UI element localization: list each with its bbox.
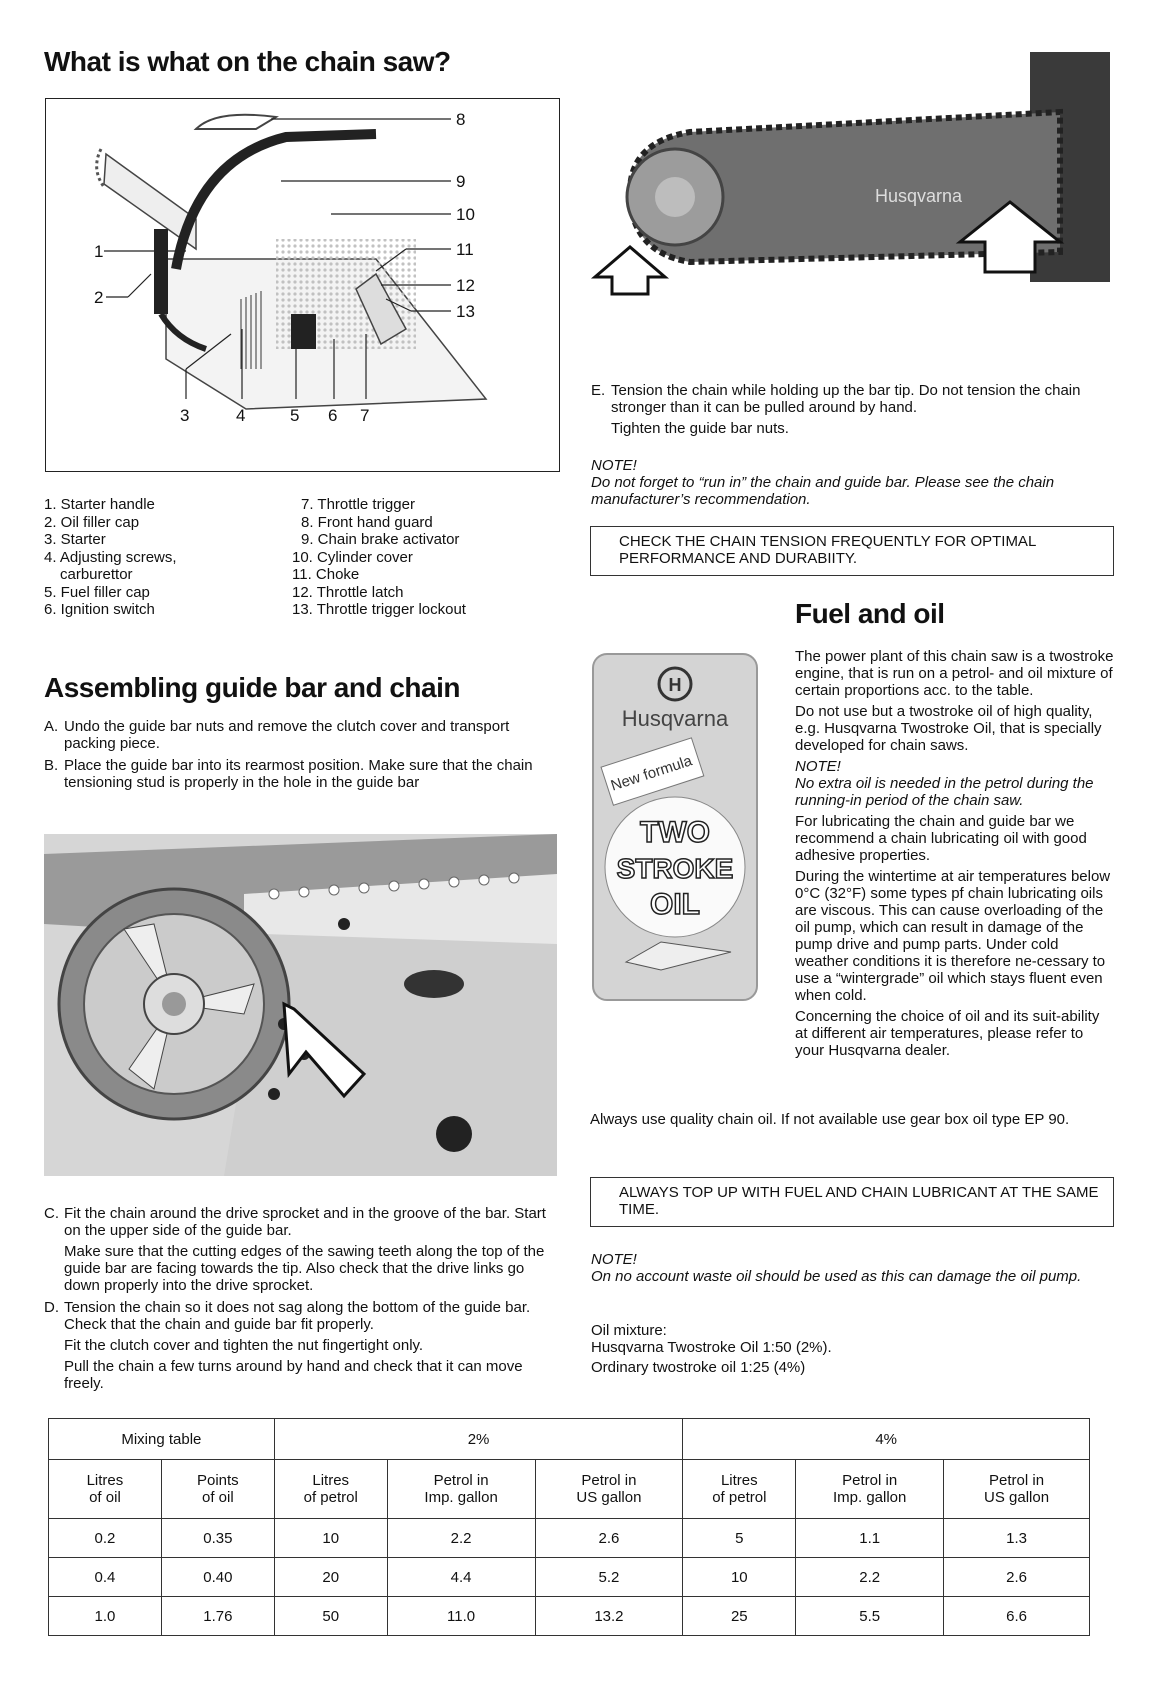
quality-chain-oil: Always use quality chain oil. If not available use gear box oil type EP 90. — [590, 1111, 1070, 1128]
table-group-2pct: 2% — [274, 1419, 683, 1460]
table-row: 0.2 0.35 10 2.2 2.6 5 1.1 1.3 — [49, 1519, 1090, 1558]
mixing-table — [48, 1418, 1090, 1636]
part-item: 9. Chain brake activator — [301, 531, 460, 548]
part-item: 4. Adjusting screws, — [44, 548, 177, 566]
note-label: NOTE! — [795, 758, 841, 775]
oil-bottle-image — [591, 652, 759, 1002]
guide-bar-illustration — [590, 52, 1110, 322]
step-d: D. Tension the chain so it does not sag along the bottom of the guide bar. Check that the chain and guide bar fit properly. Fit the clutch cover and tighten the nut fingertight only. Pull the chain a few turns around by hand and check that it can move freely. — [44, 1299, 531, 1392]
fuel-paragraph: During the wintertime at air temperatures below 0°C (32°F) some types pf chain lubricating oils are viscous. This can cause overloading of the oil pump, which can result in damage of the pump drive and pump parts. Under cold weather conditions it is therefore ne-cessary to use a “wintergrade” oil which stays fluent even when cold. — [795, 868, 1111, 1004]
figure-number-11: 11 — [456, 240, 474, 259]
figure-number-7: 7 — [360, 406, 370, 425]
part-item: 11. Choke — [292, 566, 360, 583]
guide-bar-brand: Husqvarna — [875, 186, 963, 206]
table-row: 1.0 1.76 50 11.0 13.2 25 5.5 6.6 — [49, 1597, 1090, 1636]
step-b: B. Place the guide bar into its rearmost position. Make sure that the chain tensioning stud is properly in the hole in the guide bar — [44, 757, 533, 791]
steps-ab — [44, 718, 542, 796]
fuel-paragraph: For lubricating the chain and guide bar we recommend a chain lubricating oil with good adhesive properties. — [795, 813, 1087, 864]
oil-bottle-illustration — [591, 652, 759, 1002]
step-e: E. Tension the chain while holding up the bar tip. Do not tension the chain stronger than it can be pulled around by hand. Tighten the guide bar nuts. — [591, 382, 1081, 437]
step-c: C. Fit the chain around the drive sprocket and in the groove of the bar. Start on the upper side of the guide bar. Make sure that the cutting edges of the sawing teeth along the top of the guide bar are facing towards the tip. Also check that the drive links go down properly into the drive sprocket. — [44, 1205, 546, 1294]
column-header: Points of oil — [161, 1460, 274, 1519]
part-item: 7. Throttle trigger — [301, 496, 415, 513]
figure-number-9: 9 — [456, 172, 466, 191]
figure-number-10: 10 — [456, 205, 475, 224]
figure-number-3: 3 — [180, 406, 190, 425]
column-header: Petrol in Imp. gallon — [796, 1460, 944, 1519]
bottle-text-oil: OIL — [650, 888, 700, 921]
section-title-assembling: Assembling guide bar and chain — [44, 672, 460, 703]
warning-box-top-up: ALWAYS TOP UP WITH FUEL AND CHAIN LUBRICANT AT THE SAME TIME. — [590, 1177, 1114, 1227]
note-text: Do not forget to “run in” the chain and guide bar. Please see the chain manufacturer’s recommendation. — [591, 474, 1055, 508]
fuel-paragraph: The power plant of this chain saw is a twostroke engine, that is run on a petrol- and oil mixture of certain proportions acc. to the table. — [795, 648, 1114, 699]
sprocket-illustration — [44, 834, 557, 1176]
page-title: What is what on the chain saw? — [44, 46, 451, 77]
step-e-block — [591, 382, 1111, 442]
table-title: Mixing table — [49, 1419, 275, 1460]
table-header-row — [49, 1460, 1090, 1519]
note-text: No extra oil is needed in the petrol during the running-in period of the chain saw. — [795, 775, 1094, 809]
bottle-logo-letter: H — [668, 675, 682, 695]
parts-list-left — [44, 496, 177, 619]
column-header: Litres of petrol — [683, 1460, 796, 1519]
oil-mixture-line: Husqvarna Twostroke Oil 1:50 (2%). — [591, 1339, 832, 1356]
guide-bar-photo — [590, 52, 1110, 322]
bottle-text-stroke: STROKE — [616, 853, 734, 884]
note-text: On no account waste oil should be used as this can damage the oil pump. — [591, 1268, 1082, 1285]
column-header: Petrol in US gallon — [944, 1460, 1090, 1519]
oil-mixture-block — [591, 1322, 1111, 1376]
table-row: 0.4 0.40 20 4.4 5.2 10 2.2 2.6 — [49, 1558, 1090, 1597]
figure-number-2: 2 — [94, 288, 104, 307]
figure-number-8: 8 — [456, 110, 466, 129]
figure-number-1: 1 — [94, 242, 104, 261]
part-item: 12. Throttle latch — [292, 583, 404, 601]
parts-list-right — [292, 496, 466, 619]
section-title-fuel: Fuel and oil — [795, 598, 945, 629]
note-label: NOTE! — [591, 1251, 637, 1268]
step-a: A. Undo the guide bar nuts and remove the clutch cover and transport packing piece. — [44, 718, 510, 752]
column-header: Litres of petrol — [274, 1460, 387, 1519]
figure-number-13: 13 — [456, 302, 475, 321]
figure-number-5: 5 — [290, 406, 300, 425]
column-header: Litres of oil — [49, 1460, 162, 1519]
part-item: 3. Starter — [44, 531, 106, 548]
fuel-paragraph: Do not use but a twostroke oil of high quality, e.g. Husqvarna Twostroke Oil, that is specially developed for chain saws. — [795, 703, 1102, 754]
part-item: 2. Oil filler cap — [44, 513, 140, 531]
chainsaw-diagram — [45, 98, 560, 472]
part-item: 8. Front hand guard — [301, 513, 433, 531]
fuel-paragraph: Concerning the choice of oil and its suit-ability at different air temperatures, please refer to your Husqvarna dealer. — [795, 1008, 1100, 1059]
note-waste-oil — [591, 1251, 1111, 1285]
column-header: Petrol in Imp. gallon — [387, 1460, 535, 1519]
part-item: carburettor — [60, 566, 133, 583]
oil-mixture-line: Ordinary twostroke oil 1:25 (4%) — [591, 1359, 806, 1376]
column-header: Petrol in US gallon — [535, 1460, 683, 1519]
figure-number-12: 12 — [456, 276, 475, 295]
figure-number-4: 4 — [236, 406, 246, 425]
figure-number-6: 6 — [328, 406, 338, 425]
part-item: 1. Starter handle — [44, 496, 155, 513]
sprocket-photo — [44, 834, 557, 1176]
oil-mixture-title: Oil mixture: — [591, 1322, 667, 1339]
bottle-text-two: TWO — [640, 816, 710, 849]
part-item: 13. Throttle trigger lockout — [292, 601, 466, 618]
warning-box-chain-tension: CHECK THE CHAIN TENSION FREQUENTLY FOR OPTIMAL PERFORMANCE AND DURABIITY. — [590, 526, 1114, 576]
part-item: 10. Cylinder cover — [292, 548, 413, 566]
note-run-in — [591, 457, 1111, 508]
note-label: NOTE! — [591, 457, 637, 474]
table-group-4pct: 4% — [683, 1419, 1090, 1460]
bottle-brand: Husqvarna — [621, 706, 729, 731]
part-item: 5. Fuel filler cap — [44, 583, 150, 601]
part-item: 6. Ignition switch — [44, 601, 155, 618]
bottle-badge: New formula — [608, 752, 695, 795]
chainsaw-illustration — [46, 99, 559, 471]
steps-cd — [44, 1205, 554, 1397]
fuel-text-column — [795, 648, 1115, 1063]
